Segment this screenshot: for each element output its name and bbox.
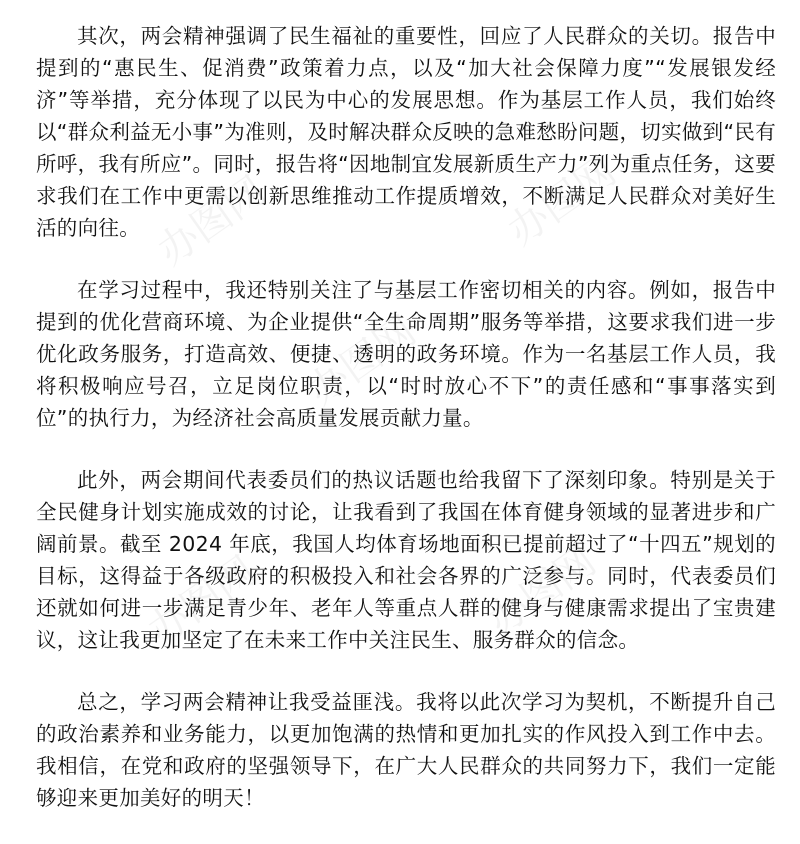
paragraph-fitness-discussion: 此外，两会期间代表委员们的热议话题也给我留下了深刻印象。特别是关于全民健身计划实施成效的讨论，让我看到了我国在体育健身领域的显著进步和广阔前景。截至 2024 年底，我国人均体育场地面积已提前超过了“十四五”规划的目标，这得益于各级政府的积极投入和社会各界的广泛参与。同时，代表委员们还就如何进一步满足青少年、老年人等重点人群的健身与健康需求提出了宝贵建议，这让我更加坚定了在未来工作中关注民生、服务群众的信念。 [36,468,776,652]
watermark: 办图网 [139,548,265,655]
paragraph-livelihood: 其次，两会精神强调了民生福祉的重要性，回应了人民群众的关切。报告中提到的“惠民生、促消费”政策着力点，以及“加大社会保障力度”“发展银发经济”等举措，充分体现了以民为中心的发展思想。作为基层工作人员，我们始终以“群众利益无小事”为准则，及时解决群众反映的急难愁盼问题，切实做到“民有所呼，我有所应”。同时，报告将“因地制宜发展新质生产力”列为重点任务，这要求我们在工作中更需以创新思维推动工作提质增效，不断满足人民群众对美好生活的向往。 [36,24,776,240]
watermark: 办图网 [149,168,275,275]
watermark: 办图网 [299,308,425,415]
paragraph-conclusion: 总之，学习两会精神让我受益匪浅。我将以此次学习为契机，不断提升自己的政治素养和业务能力，以更加饱满的热情和更加扎实的作风投入到工作中去。我相信，在党和政府的坚强领导下，在广大人民群众的共同努力下，我们一定能够迎来更加美好的明天！ [36,690,776,810]
watermark: 办图网 [499,148,625,255]
document-body [36,20,776,844]
paragraph-grassroots-work: 在学习过程中，我还特别关注了与基层工作密切相关的内容。例如，报告中提到的优化营商环境、为企业提供“全生命周期”服务等举措，这要求我们进一步优化政务服务，打造高效、便捷、透明的政务环境。作为一名基层工作人员，我将积极响应号召，立足岗位职责，以“时时放心不下”的责任感和“事事落实到位”的执行力，为经济社会高质量发展贡献力量。 [36,278,776,430]
watermark: 办图网 [479,538,605,645]
